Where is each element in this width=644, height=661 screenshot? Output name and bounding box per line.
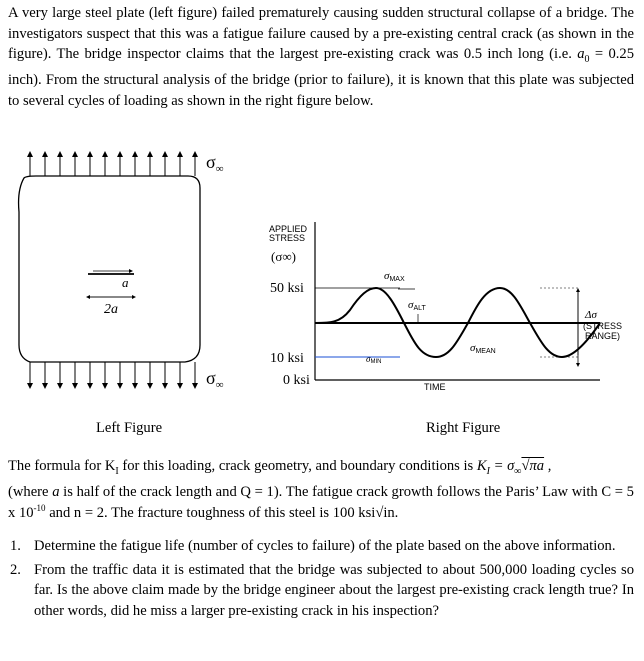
question-item: 2. From the traffic data it is estimated that the bridge was subjected to about 500,000 loading cycles so far. Is the above claim made by the bridge engineer about the largest pre-existing crack length true? In other words, did he miss a larger pre-existing crack in his inspection? [10, 561, 634, 619]
sigma-bottom-label: $\sigma_\infty$ [206, 368, 224, 391]
a0-subscript: 0 [584, 53, 590, 65]
steel-plate [19, 176, 200, 362]
right-figure [269, 222, 622, 436]
a0-symbol: a [577, 46, 585, 62]
sigma-alt-label: σALT [408, 299, 426, 312]
intro-text-2: = 0.25 inch). From the structural analysis of the bridge (prior to failure), it is known that this plate was subjected to several cycles of loading as shown in the right figure below. [8, 46, 634, 109]
tick-0-ksi: 0 ksi [283, 373, 310, 388]
sigma-top-label: $\sigma_\infty$ [206, 152, 224, 175]
bottom-stress-arrows [30, 362, 195, 386]
tick-10-ksi: 10 ksi [270, 351, 304, 366]
figures-area [0, 140, 644, 440]
sigma-mean-label: σMEAN [470, 342, 496, 355]
intro-paragraph [8, 3, 634, 111]
time-axis-label: TIME [424, 382, 446, 392]
question-list [8, 536, 634, 624]
right-figure-caption: Right Figure [426, 420, 501, 436]
intro-text-1: A very large steel plate (left figure) failed prematurely causing sudden structural collapse of a bridge. The investigators suspect that this was a fatigue failure caused by a pre-existing central crack (as shown in the figure). The bridge inspector claims that the largest pre-existing crack was 0.5 inch long (i.e. [8, 5, 634, 62]
stress-range-label-1: (STRESS [583, 321, 623, 331]
sigma-min-label: σMIN [366, 354, 382, 365]
delta-sigma-label: Δσ [585, 309, 597, 321]
top-stress-arrows [30, 154, 195, 176]
tick-50-ksi: 50 ksi [270, 281, 304, 296]
applied-stress-label-2: STRESS [269, 233, 306, 243]
crack-2a-label: 2a [104, 302, 118, 317]
crack-a-label: a [122, 275, 129, 290]
formula-paragraph: The formula for $K_I$ for this loading, crack geometry, and boundary conditions is $K_I = \sigma_\infty√\pi a$ , (where a is half of the crack length and Q = 1). The fatigue crack growth follows the Paris’ Law with C = 5 x $10^{-10}$ and n = 2. The fracture toughness of this steel is 100 ksi√in. [8, 458, 634, 521]
question-item: 1. Determine the fatigue life (number of cycles to failure) of the plate based on the above information. [10, 538, 616, 554]
sigma-max-label: σMAX [384, 270, 405, 283]
left-figure-caption: Left Figure [96, 420, 163, 436]
left-figure [19, 152, 224, 436]
applied-stress-label-1: APPLIED [269, 224, 308, 234]
applied-stress-symbol: (σ∞) [271, 249, 296, 264]
stress-range-label-2: RANGE) [585, 331, 621, 341]
ki-formula: $K_I = \sigma_\infty√\pi a$ [476, 458, 545, 477]
